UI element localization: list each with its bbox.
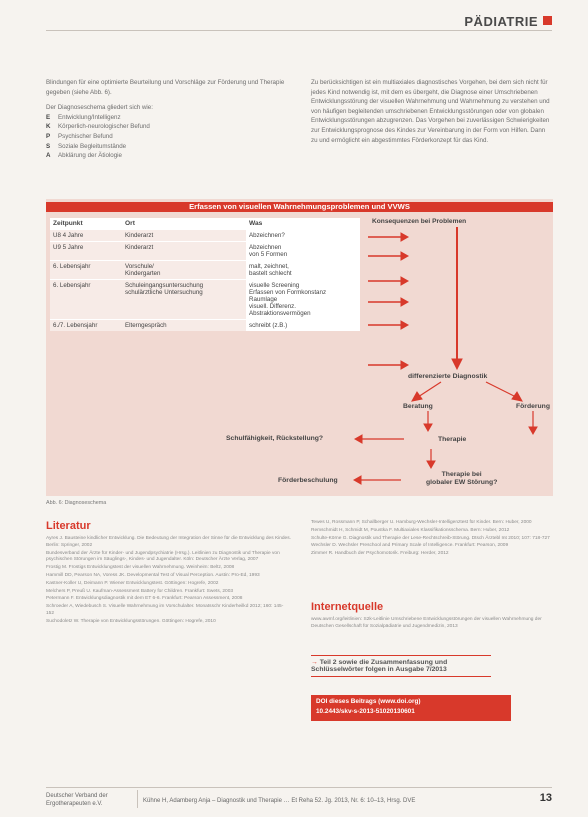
footer-org-line: Deutscher Verband der: [46, 793, 108, 799]
doi-label: DOI dieses Beitrags (www.doi.org): [316, 698, 421, 705]
reference-item: Bundesverband der Ärzte für Kinder- und Jugendpsychiatrie (Hrsg.). Leitlinien zu Diagnostik und Therapie von psychischen Störungen im Säuglings-, Kindes- und Jugendalter. Köln: Deutscher Ärzte Verlag, 2007: [46, 550, 280, 563]
arrow-right-icon: →: [311, 659, 320, 666]
flow-arrows: [46, 199, 553, 496]
table-cell-was: schreibt (z.B.): [246, 320, 360, 332]
table-cell-ort: Kinderarzt: [122, 242, 246, 261]
doi-link[interactable]: 10.2443/skv-s-2013-51020130601: [316, 708, 415, 715]
column-header: Was: [246, 218, 360, 230]
footer-org: [46, 792, 108, 808]
reference-item: Remschmidt H, Schmidt M, Poustka F. Multiaxiales Klassifikationsschema. Bern: Huber, 2012: [311, 527, 510, 533]
reference-item: Schulte-Körne G. Diagnostik und Therapie der Lese-Rechtschreib-Störung. Dtsch Ärztebl Int 2010; 107: 718-727: [311, 535, 550, 541]
section-marker-square: [543, 16, 552, 25]
flow-label-foerderung: Förderung: [516, 403, 550, 410]
footer-citation: Kühne H, Adamberg Anja – Diagnostik und Therapie … Et Reha 52. Jg. 2013, Nr. 6: 10–13, Hrsg. DVE: [143, 798, 416, 804]
acronym-letter: K: [46, 123, 51, 131]
table-cell-was: Abzeichnen?: [246, 230, 360, 242]
table-cell-was: malt, zeichnet, bastelt schlecht: [246, 261, 360, 280]
acronym-item: [46, 142, 286, 152]
footer-divider: [137, 790, 138, 808]
table-cell-ort: Kinderarzt: [122, 230, 246, 242]
foerderschulung-left-arrow-icon: [354, 476, 401, 484]
acronym-letter: P: [46, 132, 51, 140]
header-rule: [46, 30, 552, 31]
acronym-letter: S: [46, 142, 51, 150]
reference-item: Melchers P, Preuß U. Kaufman-Assessment Battery for Children. Frankfurt: Swets, 2003: [46, 588, 234, 594]
reference-item: Zimmer R. Handbuch der Psychomotorik. Freiburg: Herder, 2012: [311, 551, 449, 557]
table-cell-ort: Schuleingangsuntersuchung schulärztliche Untersuchung: [122, 280, 246, 320]
foerderung-down-arrow-icon: [529, 411, 537, 434]
right-column-text: [311, 78, 551, 145]
doi-box: [311, 695, 511, 721]
acronym-letter: A: [46, 152, 51, 160]
acronym-text: Psychischer Befund: [58, 132, 113, 140]
reference-item: Kastner-Koller U, Deimann P. Wiener Entwicklungstest. Göttingen: Hogrefe, 2002: [46, 580, 219, 586]
section-title: PÄDIATRIE: [464, 14, 538, 29]
reference-item: Frostig M. Frostigs Entwicklungstest der visuellen Wahrnehmung. Weinheim: Beltz, 2008: [46, 565, 235, 571]
acronym-text: Soziale Begleitumstände: [58, 142, 127, 150]
table-cell-ort: Elterngespräch: [122, 320, 246, 332]
table-cell-was: visuelle Screening Erfassen von Formkonstanz Raumlage visuell. Differenz. Abstraktionsvermögen: [246, 280, 360, 320]
reference-list-left: [46, 536, 291, 627]
continuation-notice: [311, 655, 491, 677]
flow-label-therapie: Therapie: [438, 436, 467, 443]
footer-org-line: Ergotherapeuten e.V.: [46, 801, 103, 807]
diagnosis-figure: [46, 199, 553, 496]
column-header: Zeitpunkt: [50, 218, 122, 230]
table-cell-zeit: 6. Lebensjahr: [50, 261, 122, 280]
row-arrow-icon: [368, 252, 408, 260]
table-cell-zeit: 6./7. Lebensjahr: [50, 320, 122, 332]
acronym-item: [46, 132, 286, 142]
row-arrow-icon: [368, 277, 408, 285]
left-column-text: [46, 78, 286, 161]
paragraph: Der Diagnoseschema gliedert sich wie:: [46, 104, 153, 112]
acronym-item: [46, 122, 286, 132]
acronym-item: [46, 113, 286, 123]
flow-label-beratung: Beratung: [403, 403, 433, 410]
footer-rule: [46, 787, 552, 788]
flow-label-diff: differenzierte Diagnostik: [408, 373, 488, 380]
reference-item: Petermann F. Entwicklungsdiagnostik mit dem ET 6-6. Frankfurt: Pearson Assessment, 2008: [46, 596, 243, 602]
internet-heading: Internetquelle: [311, 601, 384, 613]
table-cell-ort: Vorschule/ Kindergarten: [122, 261, 246, 280]
table-cell-was: Abzeichnen von 5 Formen: [246, 242, 360, 261]
beratung-down-arrow-icon: [424, 411, 432, 431]
reference-item: Tewes U, Rossmann P, Schallberger U. Hamburg-Wechsler-Intelligenztest für Kinder. Bern: Huber, 2000: [311, 520, 532, 525]
row-arrow-icon: [368, 321, 408, 329]
therapie-left-arrow-icon: [355, 435, 404, 443]
literatur-heading: Literatur: [46, 520, 91, 532]
paragraph: Blindungen für eine optimierte Beurteilung und Vorschläge zur Förderung und Therapie gegeben (siehe Abb. 6).: [46, 79, 285, 96]
acronym-text: Entwicklung/Intelligenz: [58, 113, 121, 121]
acronym-item: [46, 151, 286, 161]
acronym-letter: E: [46, 113, 51, 121]
reference-item: Ayres J. Bausteine kindlicher Entwicklung. Die Bedeutung der Integration der Sinne für die Entwicklung des Kindes. Berlin: Springer, 2002: [46, 536, 291, 548]
reference-item: Schroeder A, Wiedebusch S. Visuelle Wahrnehmung im Vorschulalter. Monatsschr Kinderheilkd 2012; 160: 145-152: [46, 604, 284, 616]
table-cell-zeit: U8 4 Jahre: [50, 230, 122, 242]
main-down-arrow-icon: [452, 227, 462, 369]
flow-label-schulfaehigkeit: Schulfähigkeit, Rückstellung?: [226, 435, 324, 442]
figure-caption: Abb. 6: Diagnoseschema: [46, 500, 107, 506]
row-arrow-icon: [368, 233, 408, 241]
reference-item: Suchodoletz W. Therapie von Entwicklungsstörungen. Göttingen: Hogrefe, 2010: [46, 618, 216, 624]
flow-label-foerderschulung: Förderbeschulung: [278, 477, 338, 484]
notice-text: Teil 2 sowie die Zusammenfassung und Schlüsselwörter folgen in Ausgabe 7/2013: [311, 659, 448, 673]
row-arrow-icon: [368, 298, 408, 306]
flow-label-therapie-global: Therapie bei globaler EW Störung?: [426, 471, 498, 486]
down-left-arrow-icon: [412, 382, 441, 401]
reference-list-right: [311, 520, 556, 559]
acronym-text: Körperlich-neurologischer Befund: [58, 123, 150, 131]
column-header: Ort: [122, 218, 246, 230]
table-cell-zeit: 6. Lebensjahr: [50, 280, 122, 320]
column-header: Konsequenzen bei Problemen: [372, 218, 467, 225]
down-right-arrow-icon: [486, 382, 522, 401]
table-cell-zeit: U9 5 Jahre: [50, 242, 122, 261]
reference-item: Hammill DD, Pearson NA, Voress JK. Developmental Test of Visual Perception. Austin: Pro-Ed, 1993: [46, 572, 260, 578]
page-number: 13: [539, 792, 552, 804]
acronym-text: Abklärung der Ätiologie: [58, 152, 122, 160]
internet-source: www.awmf.org/leitlinien: S2k-Leitlinie Umschriebene Entwicklungsstörungen der visuellen Wahrnehmung der Deutschen Gesellschaft für Sozialpädiatrie und Jugendmedizin, 2013: [311, 617, 542, 629]
therapie-down-arrow-icon: [427, 449, 435, 468]
paragraph: Zu berücksichtigen ist ein multiaxiales diagnostisches Vorgehen, bei dem sich nicht für jedes Kind notwendig ist, mit dem es übergeht, die Diagnose einer Umschriebenen Entwicklungsstörung der visuellen Wahrnehmung und Wahrnehmung zu verstehen und von häufigen begleitenden umschriebenen Entwicklungsstörungen oder von globalen Entwicklungsstörungen abzugrenzen. Das Vorgehen bei zuverlässigen Schwierigkeiten zur Entwicklungsprognose des Kindes zur Vereinbarung in der Form von Hilfen. Dann zu und ermöglicht ein abgestimmtes Förderkonzept für das Kind.: [311, 79, 550, 144]
acronym-list: [46, 113, 286, 161]
row-arrow-icon: [368, 361, 408, 369]
figure-title: Erfassen von visuellen Wahrnehmungsproblemen und VVWS: [46, 202, 553, 212]
reference-item: Wechsler D. Wechsler Preschool and Primary Scale of Intelligence. Frankfurt: Pearson, 2009: [311, 543, 509, 549]
